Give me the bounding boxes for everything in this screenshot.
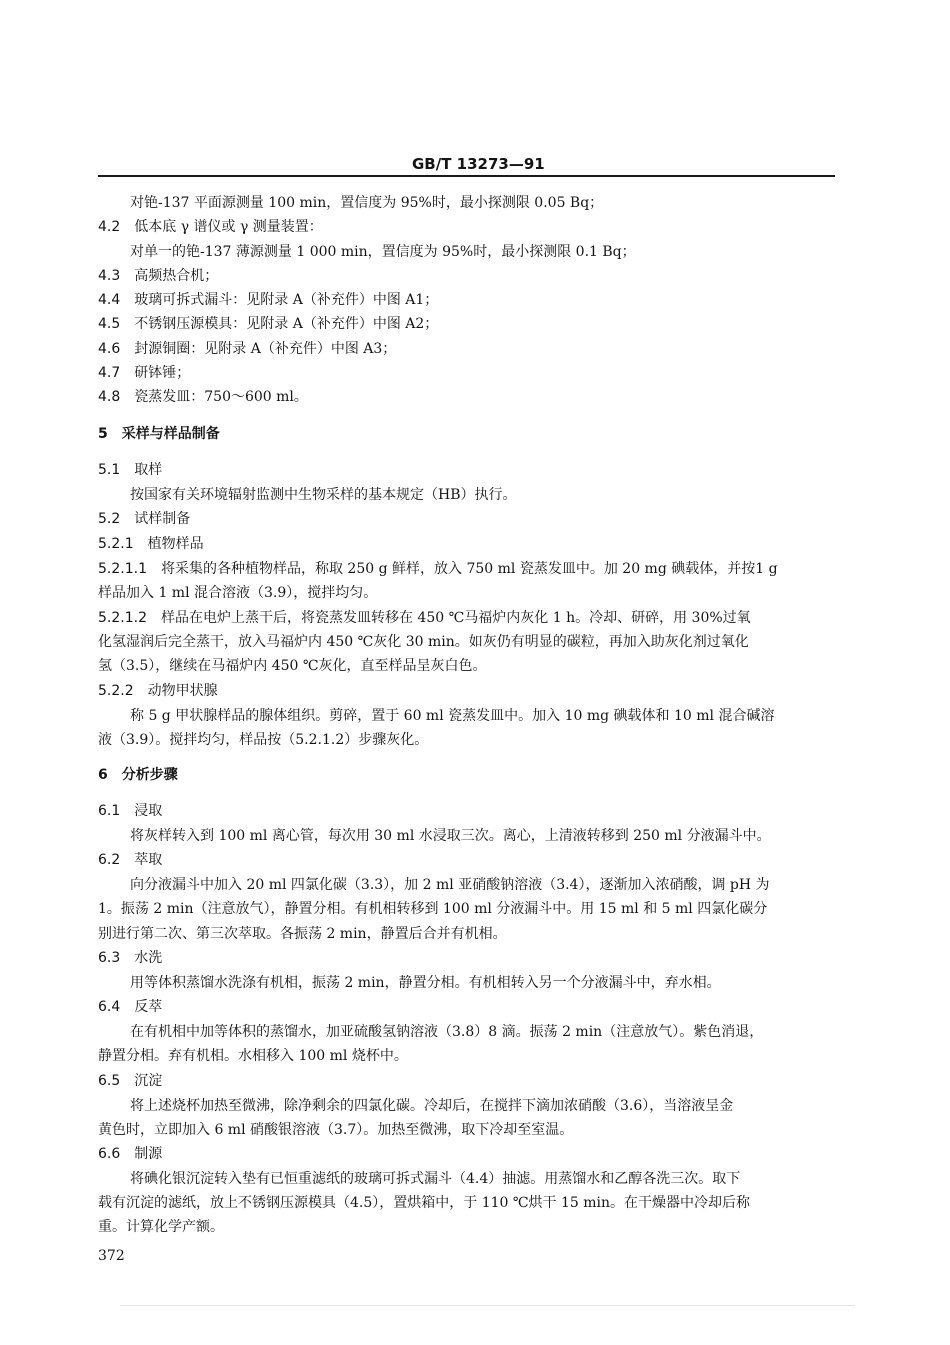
bottom-rule xyxy=(120,1305,855,1306)
line-text: 将碘化银沉淀转入垫有已恒重滤纸的玻璃可拆式漏斗（4.4）抽滤。用蒸馏水和乙醇各洗三次。取下 xyxy=(130,1171,741,1187)
clause-number: 5.2 xyxy=(98,511,121,527)
header-rule xyxy=(98,175,835,177)
clause-number: 6.4 xyxy=(98,999,121,1015)
line-text: 用等体积蒸馏水洗涤有机相，振荡 2 min，静置分相。有机相转入另一个分液漏斗中，弃水相。 xyxy=(130,975,721,991)
clause-number: 5.2.2 xyxy=(98,683,134,699)
clause-number: 6.3 xyxy=(98,950,121,966)
numbered-line xyxy=(98,291,438,309)
text-line xyxy=(130,827,771,845)
numbered-line xyxy=(98,340,396,358)
clause-number: 4.4 xyxy=(98,292,121,308)
clause-number: 5 xyxy=(98,426,108,442)
line-text: 玻璃可拆式漏斗：见附录 A（补充件）中图 A1； xyxy=(134,292,439,308)
clause-number: 5.2.1.1 xyxy=(98,561,147,577)
line-text: 化氢湿润后完全蒸干，放入马福炉内 450 ℃灰化 30 min。如灰仍有明显的碳粒，再加入助灰化剂过氧化 xyxy=(98,634,749,650)
clause-number: 5.2.1 xyxy=(98,536,134,552)
text-line xyxy=(130,194,603,212)
line-text: 瓷蒸发皿：750～600 ml。 xyxy=(134,389,308,405)
numbered-line xyxy=(98,1145,162,1163)
numbered-line xyxy=(98,315,438,333)
line-text: 动物甲状腺 xyxy=(147,683,218,699)
line-text: 称 5 g 甲状腺样品的腺体组织。剪碎，置于 60 ml 瓷蒸发皿中。加入 10 mg 碘载体和 10 ml 混合碱溶 xyxy=(130,708,775,724)
text-line xyxy=(130,1023,763,1041)
line-text: 将上述烧杯加热至微沸，除净剩余的四氯化碳。冷却后，在搅拌下滴加浓硝酸（3.6），当溶液呈金 xyxy=(130,1098,734,1114)
clause-number: 6.5 xyxy=(98,1073,121,1089)
text-line xyxy=(98,584,377,602)
numbered-line xyxy=(98,851,162,869)
text-line xyxy=(130,974,721,992)
clause-number: 4.2 xyxy=(98,219,121,235)
line-text: 沉淀 xyxy=(134,1073,163,1089)
line-text: 水洗 xyxy=(134,950,163,966)
page-number: 372 xyxy=(98,1248,125,1264)
clause-number: 6.6 xyxy=(98,1146,121,1162)
line-text: 萃取 xyxy=(134,852,163,868)
line-text: 植物样品 xyxy=(147,536,204,552)
line-text: 液（3.9）。搅拌均匀，样品按（5.2.1.2）步骤灰化。 xyxy=(98,732,429,748)
clause-number: 5.1 xyxy=(98,462,121,478)
text-line xyxy=(130,1097,733,1115)
numbered-line xyxy=(98,535,204,553)
line-text: 重。计算化学产额。 xyxy=(98,1219,224,1235)
numbered-line xyxy=(98,682,218,700)
line-text: 低本底 γ 谱仪或 γ 测量装置： xyxy=(134,219,323,235)
text-line xyxy=(98,925,507,943)
standard-code: GB/T 13273—91 xyxy=(412,155,545,173)
text-line xyxy=(130,1170,740,1188)
text-line xyxy=(98,900,767,918)
line-text: 对单一的铯-137 薄源测量 1 000 min，置信度为 95%时，最小探测限 0.1 Bq； xyxy=(130,244,636,260)
line-text: 样品加入 1 ml 混合溶液（3.9），搅拌均匀。 xyxy=(98,585,378,601)
line-text: 在有机相中加等体积的蒸馏水，加亚硫酸氢钠溶液（3.8）8 滴。振荡 2 min（注意放气）。紫色消退， xyxy=(130,1024,764,1040)
numbered-line xyxy=(98,802,162,820)
text-line xyxy=(98,731,428,749)
line-text: 制源 xyxy=(134,1146,163,1162)
text-line xyxy=(98,1194,750,1212)
numbered-line xyxy=(98,609,751,627)
text-line xyxy=(98,1047,408,1065)
text-line xyxy=(98,1121,573,1139)
text-line xyxy=(98,633,749,651)
line-text: 不锈钢压源模具：见附录 A（补充件）中图 A2； xyxy=(134,316,439,332)
line-text: 研钵锤； xyxy=(134,365,191,381)
numbered-line xyxy=(98,425,220,443)
line-text: 试样制备 xyxy=(134,511,191,527)
line-text: 取样 xyxy=(134,462,163,478)
numbered-line xyxy=(98,267,218,285)
line-text: 采样与样品制备 xyxy=(121,426,220,442)
numbered-line xyxy=(98,388,308,406)
line-text: 静置分相。弃有机相。水相移入 100 ml 烧杯中。 xyxy=(98,1048,408,1064)
line-text: 氢（3.5），继续在马福炉内 450 ℃灰化，直至样品呈灰白色。 xyxy=(98,658,487,674)
clause-number: 5.2.1.2 xyxy=(98,610,147,626)
clause-number: 4.3 xyxy=(98,268,121,284)
line-text: 黄色时，立即加入 6 ml 硝酸银溶液（3.7）。加热至微沸，取下冷却至室温。 xyxy=(98,1122,574,1138)
numbered-line xyxy=(98,364,190,382)
line-text: 1。振荡 2 min（注意放气），静置分相。有机相转移到 100 ml 分液漏斗中。用 15 ml 和 5 ml 四氯化碳分 xyxy=(98,901,768,917)
line-text: 将采集的各种植物样品，称取 250 g 鲜样，放入 750 ml 瓷蒸发皿中。加 20 mg 碘载体，并按1 g xyxy=(160,561,778,577)
numbered-line xyxy=(98,766,178,784)
clause-number: 4.8 xyxy=(98,389,121,405)
clause-number: 6.2 xyxy=(98,852,121,868)
line-text: 浸取 xyxy=(134,803,163,819)
numbered-line xyxy=(98,510,190,528)
line-text: 将灰样转入到 100 ml 离心管，每次用 30 ml 水浸取三次。离心，上清液转移到 250 ml 分液漏斗中。 xyxy=(130,828,771,844)
text-line xyxy=(98,1218,224,1236)
line-text: 对铯-137 平面源测量 100 min，置信度为 95%时，最小探测限 0.05 Bq； xyxy=(130,195,604,211)
line-text: 载有沉淀的滤纸，放上不锈钢压源模具（4.5），置烘箱中，于 110 ℃烘干 15 min。在干燥器中冷却后称 xyxy=(98,1195,751,1211)
numbered-line xyxy=(98,461,162,479)
clause-number: 4.6 xyxy=(98,341,121,357)
text-line xyxy=(130,707,774,725)
numbered-line xyxy=(98,218,323,236)
text-line xyxy=(130,243,636,261)
line-text: 分析步骤 xyxy=(121,767,178,783)
line-text: 反萃 xyxy=(134,999,163,1015)
line-text: 封源铜圈：见附录 A（补充件）中图 A3； xyxy=(134,341,397,357)
numbered-line xyxy=(98,949,162,967)
line-text: 按国家有关环境辐射监测中生物采样的基本规定（HB）执行。 xyxy=(130,487,517,503)
numbered-line xyxy=(98,560,778,578)
clause-number: 4.7 xyxy=(98,365,121,381)
clause-number: 6.1 xyxy=(98,803,121,819)
line-text: 向分液漏斗中加入 20 ml 四氯化碳（3.3），加 2 ml 亚硝酸钠溶液（3.4），逐渐加入浓硝酸，调 pH 为 xyxy=(130,877,770,893)
text-line xyxy=(98,657,487,675)
clause-number: 6 xyxy=(98,767,108,783)
numbered-line xyxy=(98,1072,162,1090)
line-text: 高频热合机； xyxy=(134,268,219,284)
text-line xyxy=(130,486,517,504)
numbered-line xyxy=(98,998,162,1016)
line-text: 样品在电炉上蒸干后，将瓷蒸发皿转移在 450 ℃马福炉内灰化 1 h。冷却、研碎，用 30%过氧 xyxy=(160,610,751,626)
line-text: 别进行第二次、第三次萃取。各振荡 2 min，静置后合并有机相。 xyxy=(98,926,507,942)
text-line xyxy=(130,876,770,894)
clause-number: 4.5 xyxy=(98,316,121,332)
